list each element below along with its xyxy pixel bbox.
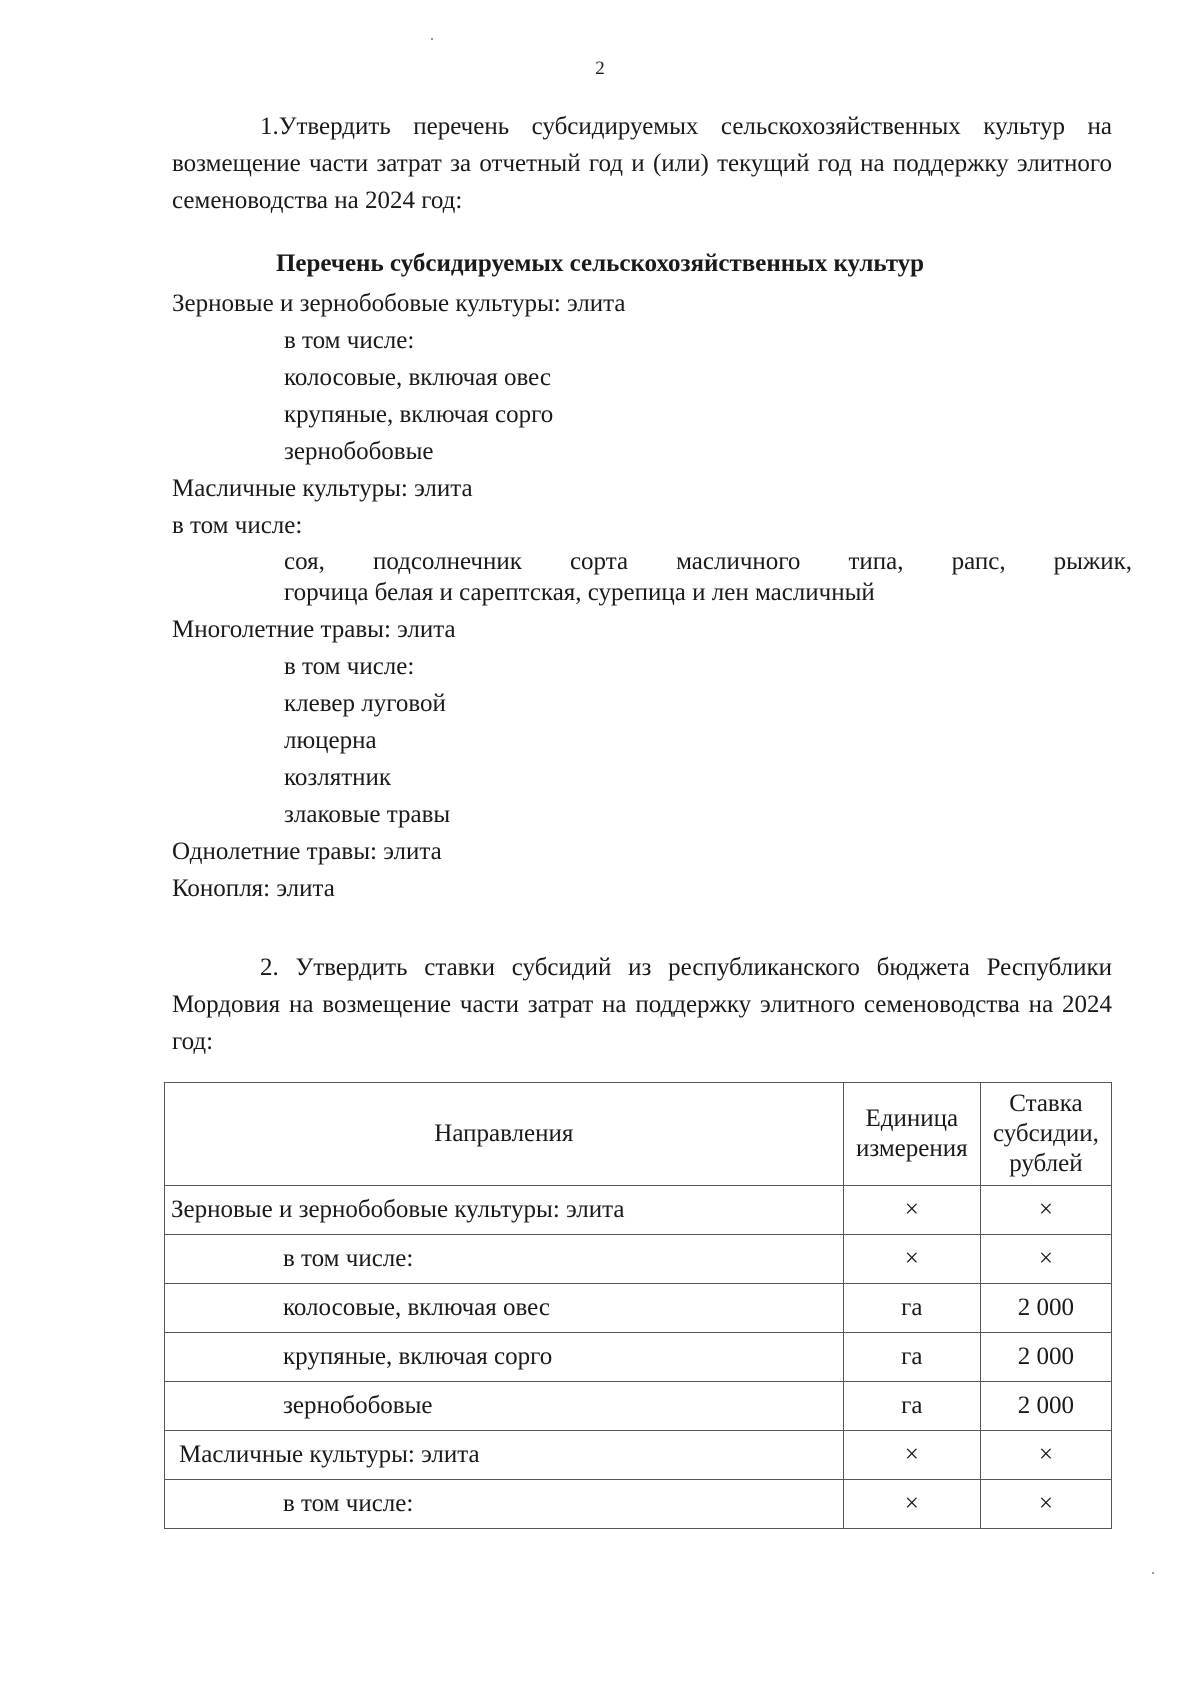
cell-direction: в том числе: <box>165 1235 844 1284</box>
paragraph-approve-list: 1.Утвердить перечень субсидируемых сельскохозяйственных культур на возмещение части затрат за отчетный год и (или) текущий год на поддержку элитного семеноводства на 2024 год: <box>172 113 1112 214</box>
cell-rate: 2 000 <box>980 1333 1111 1382</box>
list-item-perennial: Многолетние травы: элита <box>172 616 456 643</box>
cell-direction: колосовые, включая овес <box>165 1284 844 1333</box>
list-item-annual: Однолетние травы: элита <box>172 838 442 865</box>
cell-rate: × <box>980 1480 1111 1529</box>
list-item-grain-including: в том числе: <box>284 327 415 354</box>
cell-direction: в том числе: <box>165 1480 844 1529</box>
cell-rate: × <box>980 1186 1111 1235</box>
cell-direction: Масличные культуры: элита <box>165 1431 844 1480</box>
header-direction: Направления <box>165 1083 844 1186</box>
table-row <box>165 1284 1112 1333</box>
cell-rate: 2 000 <box>980 1382 1111 1431</box>
cell-direction: зернобобовые <box>165 1382 844 1431</box>
list-item-galega: козлятник <box>284 764 392 791</box>
list-item-hemp: Конопля: элита <box>172 875 335 902</box>
table-row <box>165 1333 1112 1382</box>
cell-direction: Зерновые и зернобобовые культуры: элита <box>165 1186 844 1235</box>
table-row <box>165 1480 1112 1529</box>
header-unit: Единица измерения <box>843 1083 980 1186</box>
list-item-clover: клевер луговой <box>284 690 446 717</box>
crop-list-heading: Перечень субсидируемых сельскохозяйственных культур <box>275 250 925 277</box>
scan-speck <box>431 38 433 40</box>
oil-crops-line-2: горчица белая и сарептская, сурепица и лен масличный <box>284 579 875 606</box>
cell-rate: × <box>980 1431 1111 1480</box>
cell-direction: крупяные, включая сорго <box>165 1333 844 1382</box>
cell-unit: га <box>843 1382 980 1431</box>
subsidy-rates-table <box>164 1082 1112 1529</box>
list-item-perennial-including: в том числе: <box>284 653 415 680</box>
list-item-grain-groats: крупяные, включая сорго <box>284 401 554 428</box>
scan-speck <box>1152 1572 1154 1574</box>
list-item-grain-legumes: зернобобовые <box>284 438 434 465</box>
list-item-oil-crops <box>172 544 1132 611</box>
crop-list <box>172 285 1132 907</box>
table-row <box>165 1431 1112 1480</box>
cell-unit: × <box>843 1431 980 1480</box>
page-number: 2 <box>595 58 605 79</box>
header-rate: Ставка субсидии, рублей <box>980 1083 1111 1186</box>
list-item-oil: Масличные культуры: элита <box>172 475 473 502</box>
cell-unit: га <box>843 1333 980 1382</box>
list-item-oil-including: в том числе: <box>172 512 303 539</box>
cell-unit: × <box>843 1235 980 1284</box>
oil-crops-line-1: соя, подсолнечник сорта масличного типа, рапс, рыжик, <box>284 548 1132 575</box>
table-header-row <box>165 1083 1112 1186</box>
cell-unit: × <box>843 1186 980 1235</box>
list-item-grain-spiked: колосовые, включая овес <box>284 364 551 391</box>
list-item-grain: Зерновые и зернобобовые культуры: элита <box>172 290 626 317</box>
paragraph-approve-rates: 2. Утвердить ставки субсидий из республиканского бюджета Республики Мордовия на возмещение части затрат на поддержку элитного семеноводства на 2024 год: <box>172 954 1112 1055</box>
cell-unit: га <box>843 1284 980 1333</box>
list-item-grasses: злаковые травы <box>284 801 451 828</box>
cell-rate: 2 000 <box>980 1284 1111 1333</box>
table-row <box>165 1235 1112 1284</box>
table-row <box>165 1382 1112 1431</box>
list-item-alfalfa: люцерна <box>284 727 377 754</box>
table-row <box>165 1186 1112 1235</box>
cell-unit: × <box>843 1480 980 1529</box>
cell-rate: × <box>980 1235 1111 1284</box>
